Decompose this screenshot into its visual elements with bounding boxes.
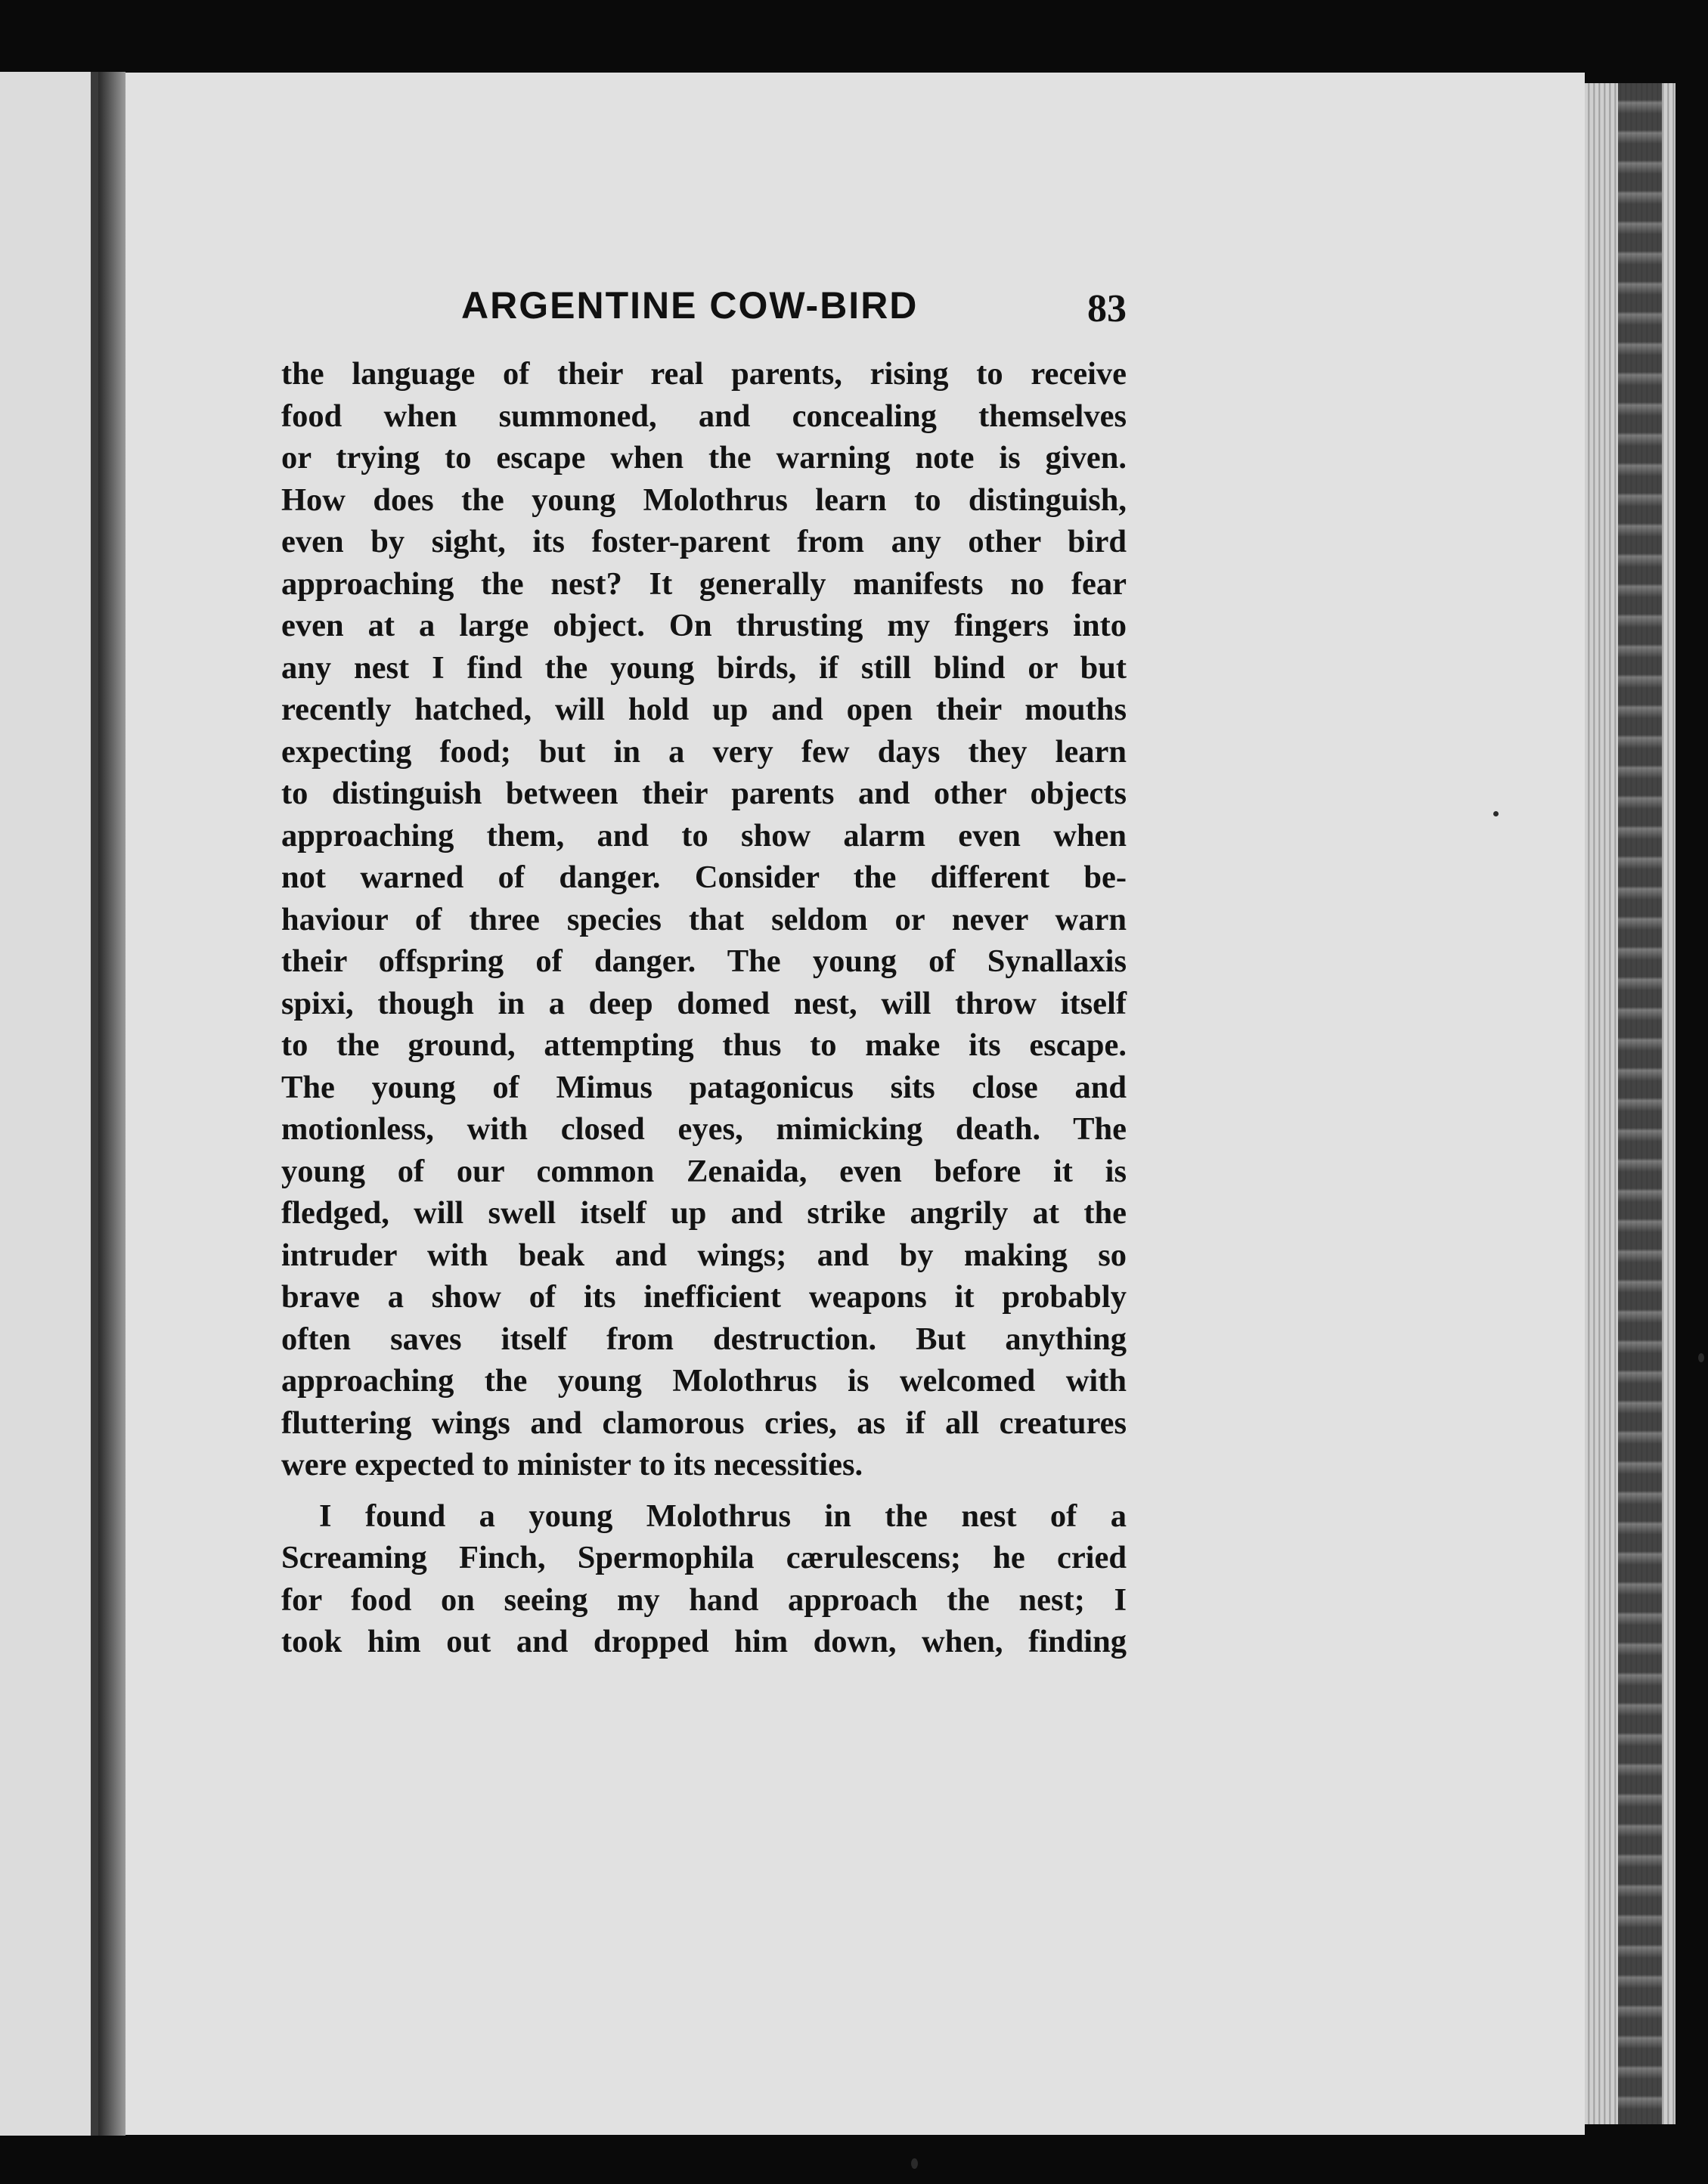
text-line: How does the young Molothrus learn to distinguish, xyxy=(281,482,1127,518)
text-line: fluttering wings and clamorous cries, as if all creatures xyxy=(281,1405,1127,1441)
scan-speck xyxy=(911,2158,918,2169)
text-line: I found a young Molothrus in the nest of a xyxy=(319,1498,1127,1534)
paragraph-gap xyxy=(281,1486,1127,1495)
text-line: took him out and dropped him down, when, finding xyxy=(281,1624,1127,1659)
text-line: to the ground, attempting thus to make its escape. xyxy=(281,1027,1127,1063)
text-line: even by sight, its foster-parent from any other bird xyxy=(281,524,1127,559)
text-line: approaching the young Molothrus is welcomed with xyxy=(281,1363,1127,1399)
text-line: haviour of three species that seldom or never warn xyxy=(281,901,1127,937)
text-line: for food on seeing my hand approach the nest; I xyxy=(281,1581,1127,1618)
page-fore-edge-shadow xyxy=(1618,83,1662,2124)
scan-speck xyxy=(1698,1353,1704,1362)
text-line: young of our common Zenaida, even before it is xyxy=(281,1153,1127,1189)
text-line: often saves itself from destruction. But anything xyxy=(281,1321,1127,1357)
text-line: approaching the nest? It generally manifests no fear xyxy=(281,565,1127,602)
paragraph xyxy=(281,1495,1127,1663)
body-text xyxy=(281,353,1127,1663)
text-line: recently hatched, will hold up and open their mouths xyxy=(281,692,1127,727)
text-line: any nest I find the young birds, if still blind or but xyxy=(281,649,1127,686)
text-line: or trying to escape when the warning note is given. xyxy=(281,440,1127,476)
page-number: 83 xyxy=(1087,287,1127,330)
gutter-shadow xyxy=(98,72,126,2136)
text-line: expecting food; but in a very few days they learn xyxy=(281,733,1127,770)
text-line: were expected to minister to its necessities. xyxy=(281,1447,863,1482)
text-line: spixi, though in a deep domed nest, will throw itself xyxy=(281,985,1127,1021)
text-line: the language of their real parents, rising to receive xyxy=(281,356,1127,392)
left-page-edge xyxy=(0,72,101,2136)
running-head: ARGENTINE COW-BIRD xyxy=(461,284,919,327)
text-line: food when summoned, and concealing themselves xyxy=(281,398,1127,434)
text-line: fledged, will swell itself up and strike angrily at the xyxy=(281,1195,1127,1231)
text-line: even at a large object. On thrusting my fingers into xyxy=(281,608,1127,643)
text-line: their offspring of danger. The young of Synallaxis xyxy=(281,943,1127,979)
text-line: not warned of danger. Consider the different be- xyxy=(281,860,1127,895)
text-line: Screaming Finch, Spermophila cærulescens; he cried xyxy=(281,1540,1127,1575)
page-header xyxy=(461,283,1127,336)
paragraph xyxy=(281,353,1127,1486)
text-line: brave a show of its inefficient weapons it probably xyxy=(281,1279,1127,1315)
text-line: motionless, with closed eyes, mimicking death. The xyxy=(281,1111,1127,1147)
text-line: approaching them, and to show alarm even when xyxy=(281,817,1127,853)
text-line: intruder with beak and wings; and by making so xyxy=(281,1237,1127,1273)
scan-speck xyxy=(1493,811,1499,816)
text-line: to distinguish between their parents and other objects xyxy=(281,776,1127,811)
text-line: The young of Mimus patagonicus sits close and xyxy=(281,1069,1127,1105)
